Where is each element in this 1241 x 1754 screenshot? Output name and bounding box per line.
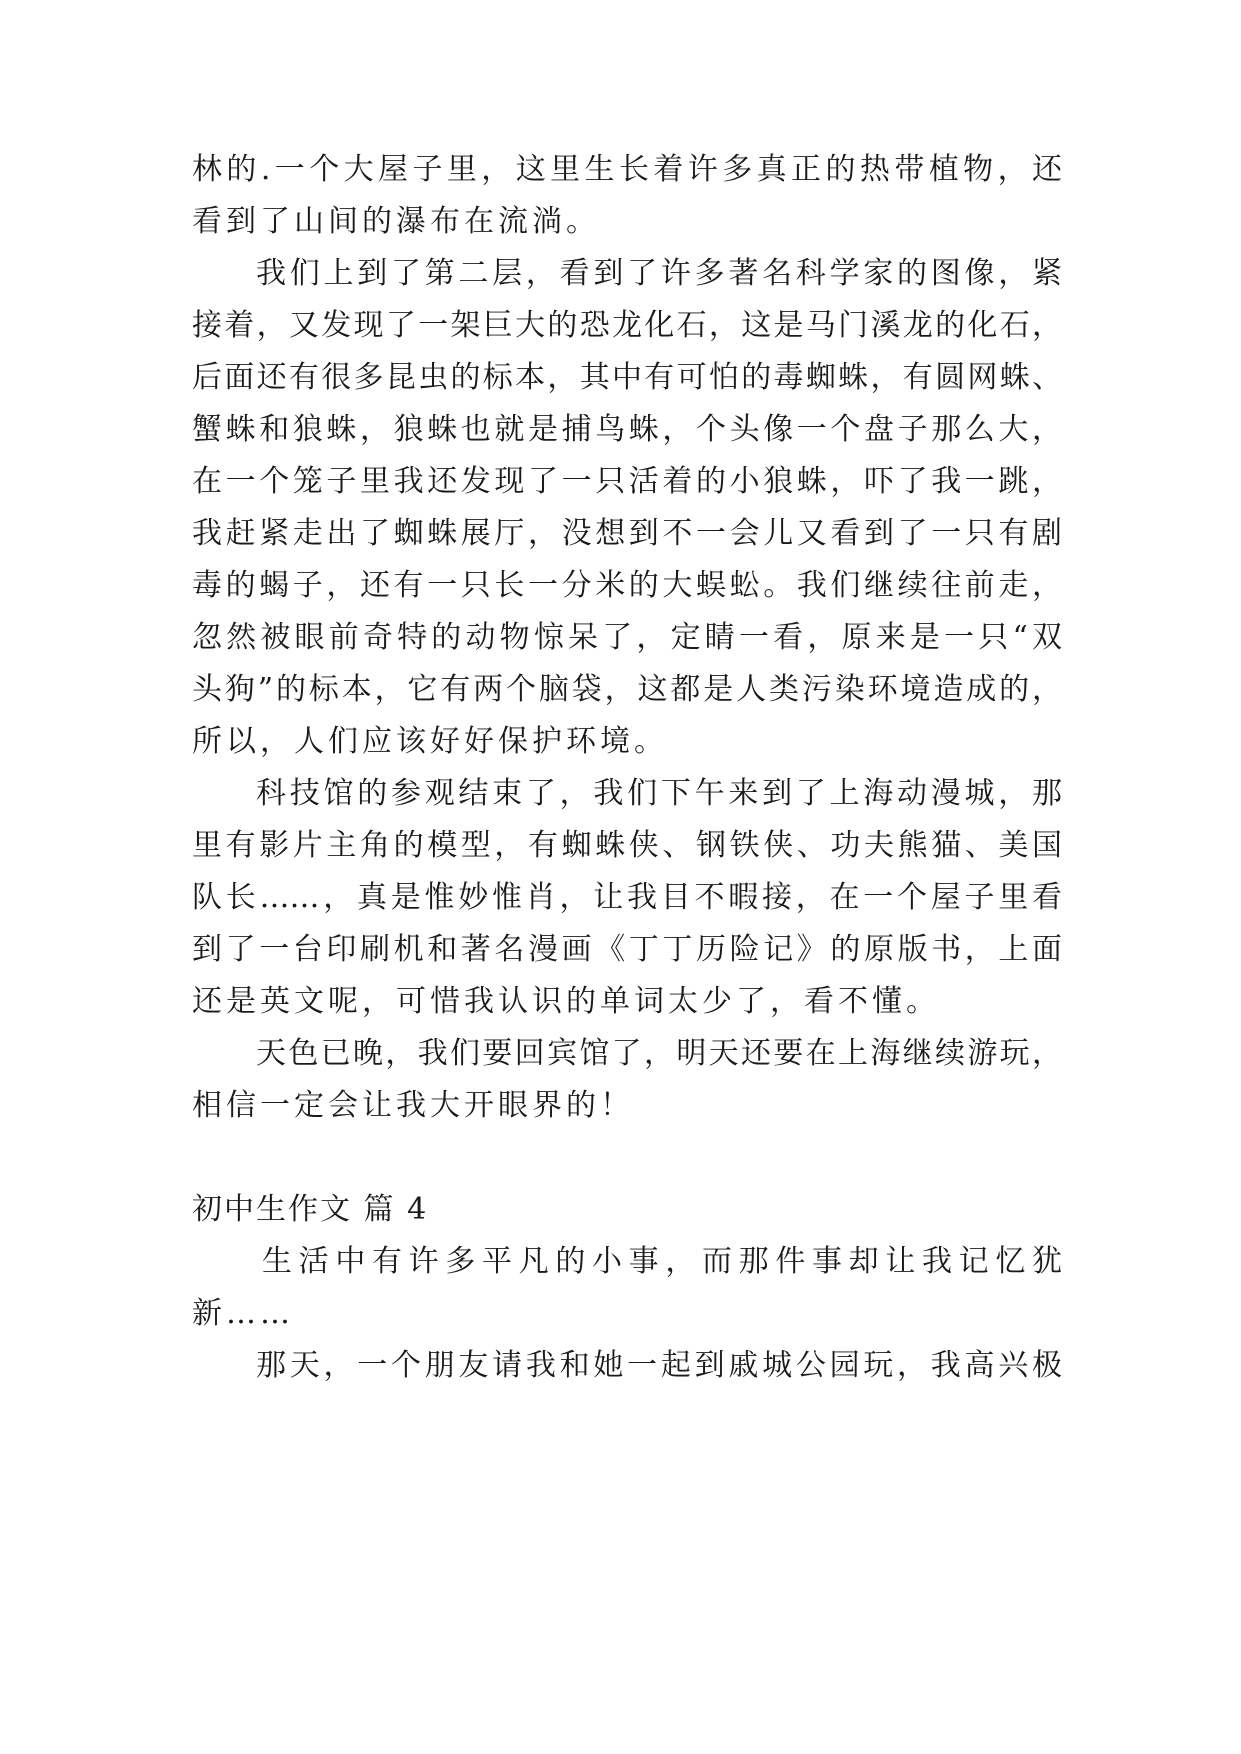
paragraph-2-line-8: 忽然被眼前奇特的动物惊呆了，定睛一看，原来是一只“双 (192, 620, 1062, 655)
paragraph-1-line-1: 林的.一个大屋子里，这里生长着许多真正的热带植物，还 (192, 152, 1062, 187)
paragraph-2-line-4: 蟹蛛和狼蛛，狼蛛也就是捕鸟蛛，个头像一个盘子那么大， (192, 412, 1062, 447)
paragraph-2-line-7: 毒的蝎子，还有一只长一分米的大蜈蚣。我们继续往前走， (192, 568, 1062, 603)
paragraph-2-line-6: 我赶紧走出了蜘蛛展厅，没想到不一会儿又看到了一只有剧 (192, 516, 1062, 551)
paragraph-6-line-1: 那天，一个朋友请我和她一起到戚城公园玩，我高兴极 (256, 1348, 1062, 1383)
paragraph-2-line-5: 在一个笼子里我还发现了一只活着的小狼蛛，吓了我一跳， (192, 464, 1062, 499)
paragraph-5-line-2: 新…… (192, 1296, 294, 1331)
section-heading: 初中生作文 篇 4 (192, 1192, 429, 1227)
paragraph-4-line-1: 天色已晚，我们要回宾馆了，明天还要在上海继续游玩， (256, 1036, 1062, 1071)
paragraph-4-line-2: 相信一定会让我大开眼界的！ (192, 1088, 634, 1123)
paragraph-2-line-10: 所以，人们应该好好保护环境。 (192, 724, 668, 759)
paragraph-5-line-1: 生活中有许多平凡的小事，而那件事却让我记忆犹 (262, 1244, 1062, 1279)
paragraph-3-line-5: 还是英文呢，可惜我认识的单词太少了，看不懂。 (192, 984, 940, 1019)
paragraph-3-line-1: 科技馆的参观结束了，我们下午来到了上海动漫城，那 (256, 776, 1062, 811)
paragraph-2-line-3: 后面还有很多昆虫的标本，其中有可怕的毒蜘蛛，有圆网蛛、 (192, 360, 1062, 395)
paragraph-3-line-4: 到了一台印刷机和著名漫画《丁丁历险记》的原版书，上面 (192, 932, 1062, 967)
paragraph-2-line-2: 接着，又发现了一架巨大的恐龙化石，这是马门溪龙的化石， (192, 308, 1062, 343)
paragraph-1-line-2: 看到了山间的瀑布在流淌。 (192, 204, 600, 239)
paragraph-2-line-1: 我们上到了第二层，看到了许多著名科学家的图像，紧 (256, 256, 1062, 291)
paragraph-3-line-3: 队长……，真是惟妙惟肖，让我目不暇接，在一个屋子里看 (192, 880, 1062, 915)
paragraph-2-line-9: 头狗”的标本，它有两个脑袋，这都是人类污染环境造成的， (192, 672, 1062, 707)
paragraph-3-line-2: 里有影片主角的模型，有蜘蛛侠、钢铁侠、功夫熊猫、美国 (192, 828, 1062, 863)
